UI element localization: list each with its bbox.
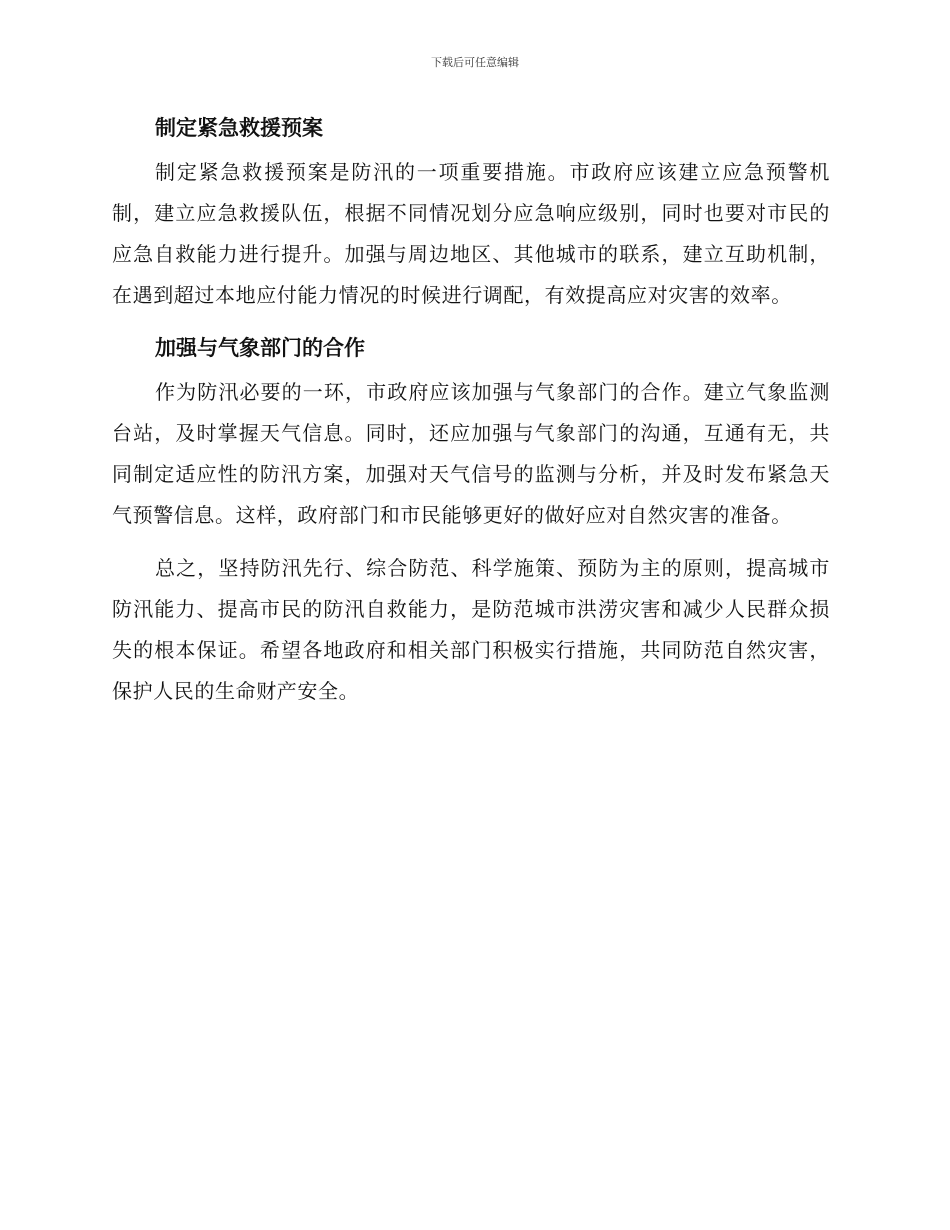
document-body (112, 110, 830, 724)
section-heading-weather-cooperation: 加强与气象部门的合作 (155, 336, 365, 360)
paragraph-emergency-plan: 制定紧急救援预案是防汛的一项重要措施。市政府应该建立应急预警机制，建立应急救援队伍，根据不同情况划分应急响应级别，同时也要对市民的应急自救能力进行提升。加强与周边地区、其他城市的联系，建立互助机制，在遇到超过本地应付能力情况的时候进行调配，有效提高应对灾害的效率。 (112, 160, 830, 307)
header-note: 下载后可任意编辑 (431, 56, 519, 69)
paragraph-conclusion: 总之，坚持防汛先行、综合防范、科学施策、预防为主的原则，提高城市防汛能力、提高市民的防汛自救能力，是防范城市洪涝灾害和减少人民群众损失的根本保证。希望各地政府和相关部门积极实行措施，共同防范自然灾害，保护人民的生命财产安全。 (112, 556, 830, 703)
section-heading-emergency-plan: 制定紧急救援预案 (155, 116, 323, 140)
paragraph-weather-cooperation: 作为防汛必要的一环，市政府应该加强与气象部门的合作。建立气象监测台站，及时掌握天气信息。同时，还应加强与气象部门的沟通，互通有无，共同制定适应性的防汛方案，加强对天气信号的监测与分析，并及时发布紧急天气预警信息。这样，政府部门和市民能够更好的做好应对自然灾害的准备。 (112, 380, 830, 527)
